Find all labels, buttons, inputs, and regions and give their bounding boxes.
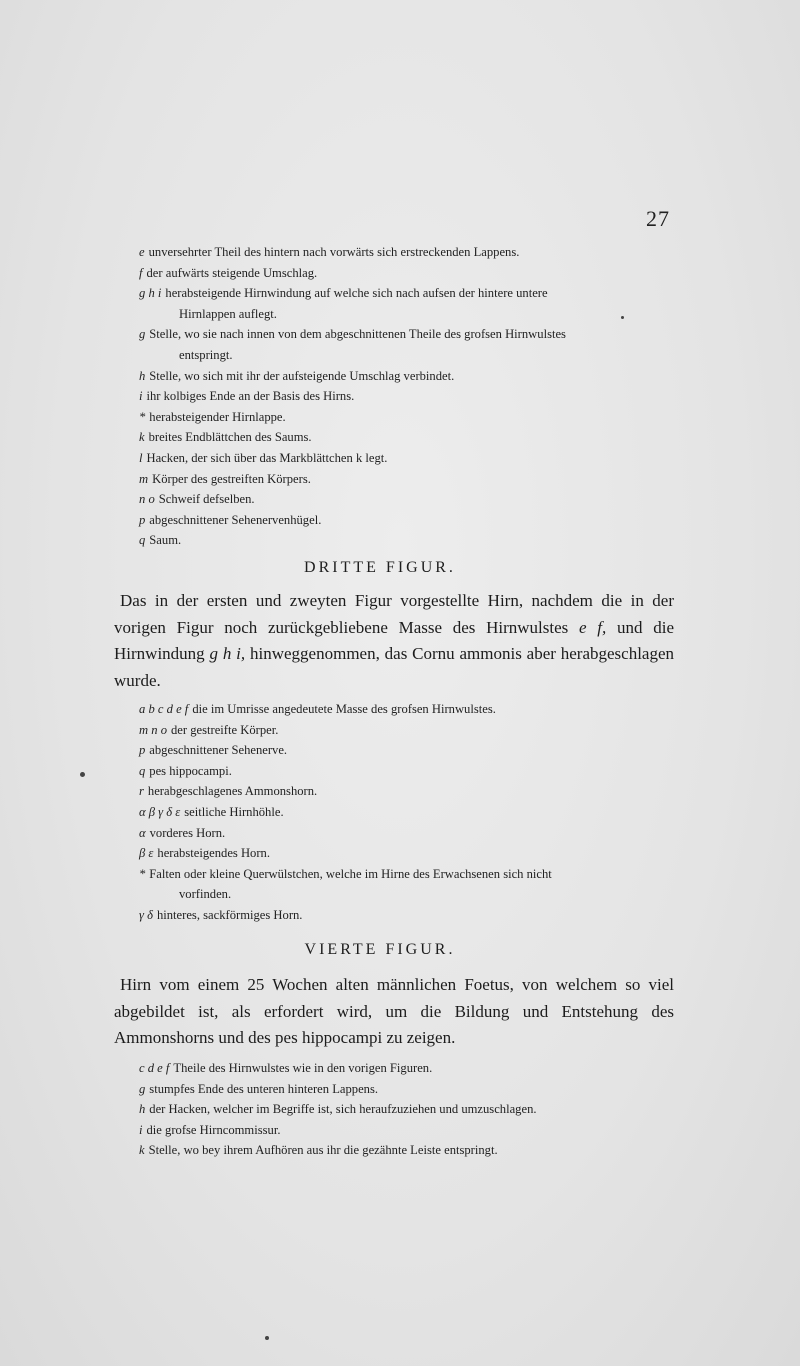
legend-key: g <box>139 327 146 342</box>
legend-item <box>139 242 675 263</box>
legend-item <box>139 1099 679 1120</box>
legend-text: Schweif defselben. <box>158 492 255 507</box>
legend-text: die grofse Hirncommissur. <box>146 1122 281 1137</box>
legend-item <box>139 802 677 823</box>
legend-text: herabsteigender Hirnlappe. <box>149 409 286 424</box>
legend-key: g <box>139 1081 146 1096</box>
legend-text: Stelle, wo sie nach innen von dem abgeschnittenen Theile des grofsen Hirnwulstes <box>149 327 566 342</box>
legend-key: r <box>139 784 144 799</box>
legend-item <box>139 781 677 802</box>
legend-item <box>139 283 675 304</box>
section-heading-dritte-figur: DRITTE FIGUR. <box>304 559 456 576</box>
legend-text: hinteres, sackförmiges Horn. <box>156 907 303 922</box>
legend-key: c d e f <box>139 1061 170 1075</box>
ink-speck <box>265 1336 269 1340</box>
legend-text: Theile des Hirnwulstes wie in den vorigen Figuren. <box>173 1061 433 1075</box>
legend-text: vorderes Horn. <box>149 825 226 840</box>
legend-item <box>139 1120 679 1141</box>
legend-key: k <box>139 1143 145 1158</box>
legend-item <box>139 864 677 885</box>
legend-text: Falten oder kleine Querwülstchen, welche im Hirne des Erwachsenen sich nicht <box>149 866 552 881</box>
legend-key: a b c d e f <box>139 702 189 716</box>
legend-item <box>139 366 675 387</box>
legend-item <box>139 489 675 510</box>
legend-text: stumpfes Ende des unteren hinteren Lappens. <box>149 1081 379 1096</box>
legend-text: der Hacken, welcher im Begriffe ist, sich heraufzuziehen und umzuschlagen. <box>149 1102 537 1117</box>
legend-key: m <box>139 471 149 486</box>
legend-text: seitliche Hirnhöhle. <box>184 804 284 819</box>
legend-key: α β γ δ ε <box>139 804 181 819</box>
legend-continuation: Hirnlappen auflegt. <box>179 306 277 321</box>
legend-text: pes hippocampi. <box>149 763 232 778</box>
legend-item <box>139 386 675 407</box>
legend-key: e <box>139 245 145 259</box>
para-italic: e f, <box>579 617 607 637</box>
legend-text: unversehrter Theil des hintern nach vorwärts sich erstreckenden Lappens. <box>148 245 520 259</box>
legend-item <box>139 510 675 531</box>
legend-text: ihr kolbiges Ende an der Basis des Hirns. <box>146 389 355 404</box>
legend-key: k <box>139 430 145 445</box>
legend-item <box>139 469 675 490</box>
ink-speck <box>621 316 624 319</box>
legend-key: α <box>139 825 146 840</box>
legend-key: p <box>139 512 146 527</box>
legend-item <box>139 843 677 864</box>
legend-item <box>139 699 677 720</box>
legend-text: abgeschnittener Sehenerve. <box>149 743 288 758</box>
para-text: Das in der ersten und zweyten Figur vorgestellte Hirn, nachdem die in der vorigen Figur noch zurückgebliebene Masse des Hirnwulstes <box>114 591 674 637</box>
legend-text: Körper des gestreiften Körpers. <box>152 471 311 486</box>
legend-item <box>139 1058 679 1079</box>
legend-text: Hacken, der sich über das Markblättchen k legt. <box>146 450 388 465</box>
legend-text: breites Endblättchen des Saums. <box>148 430 312 445</box>
legend-continuation: vorfinden. <box>179 887 232 902</box>
legend-key: q <box>139 533 146 548</box>
para-text: hinweggenommen, das Cornu ammonis aber herabgeschlagen wurde. <box>114 644 675 690</box>
legend-item <box>139 761 677 782</box>
legend-text: die im Umrisse angedeutete Masse des grofsen Hirnwulstes. <box>192 702 496 716</box>
legend-text: Stelle, wo bey ihrem Aufhören aus ihr die gezähnte Leiste entspringt. <box>148 1143 498 1158</box>
legend-item <box>139 740 677 761</box>
legend-text: der aufwärts steigende Umschlag. <box>146 265 318 280</box>
legend-key: m n o <box>139 722 167 737</box>
legend-text: abgeschnittener Sehenervenhügel. <box>149 512 322 527</box>
legend-key: q <box>139 763 146 778</box>
legend-key: h <box>139 1102 146 1117</box>
legend-text: Saum. <box>149 533 182 548</box>
legend-item <box>139 427 675 448</box>
legend-key: l <box>139 450 143 465</box>
para-italic: g h i, <box>209 644 246 663</box>
legend-item <box>139 905 677 926</box>
legend-key: f <box>139 265 143 280</box>
legend-key: p <box>139 743 146 758</box>
legend-item <box>139 324 675 345</box>
legend-key: g h i <box>139 286 162 301</box>
legend-item <box>139 263 675 284</box>
legend-text: Stelle, wo sich mit ihr der aufsteigende Umschlag verbindet. <box>149 368 455 383</box>
ink-speck <box>80 772 85 777</box>
legend-text: herabsteigendes Horn. <box>157 846 270 861</box>
legend-item <box>139 1140 679 1161</box>
legend-item <box>139 530 675 551</box>
legend-key: β ε <box>139 846 154 861</box>
legend-text: herabgeschlagenes Ammonshorn. <box>147 784 318 799</box>
legend-key: i <box>139 389 143 404</box>
legend-figure-3 <box>139 699 677 926</box>
legend-key: γ δ <box>139 907 153 922</box>
section-heading-vierte-figur: VIERTE FIGUR. <box>304 941 456 958</box>
legend-item <box>139 1079 679 1100</box>
legend-key: h <box>139 368 146 383</box>
legend-figure-4 <box>139 1058 679 1161</box>
para-text: und die Hirnwindung <box>114 617 675 663</box>
legend-key: * <box>139 866 146 881</box>
legend-item <box>139 720 677 741</box>
legend-item <box>139 407 675 428</box>
description-dritte-figur <box>114 588 674 694</box>
page-number: 27 <box>646 206 670 231</box>
legend-text: der gestreifte Körper. <box>171 722 279 737</box>
legend-item <box>139 448 675 469</box>
legend-key: * <box>139 409 146 424</box>
description-vierte-figur: Hirn vom einem 25 Wochen alten männlichen Foetus, von welchem so viel abgebildet ist, als erfordert wird, um die Bildung und Entstehung des Ammonshorns und des pes hippocampi zu zeigen. <box>114 975 674 1047</box>
legend-text: herabsteigende Hirnwindung auf welche sich nach aufsen der hintere untere <box>165 286 548 301</box>
legend-item <box>139 823 677 844</box>
legend-figure-2 <box>139 242 675 551</box>
legend-continuation: entspringt. <box>179 347 233 362</box>
legend-key: n o <box>139 492 155 507</box>
legend-key: i <box>139 1122 143 1137</box>
